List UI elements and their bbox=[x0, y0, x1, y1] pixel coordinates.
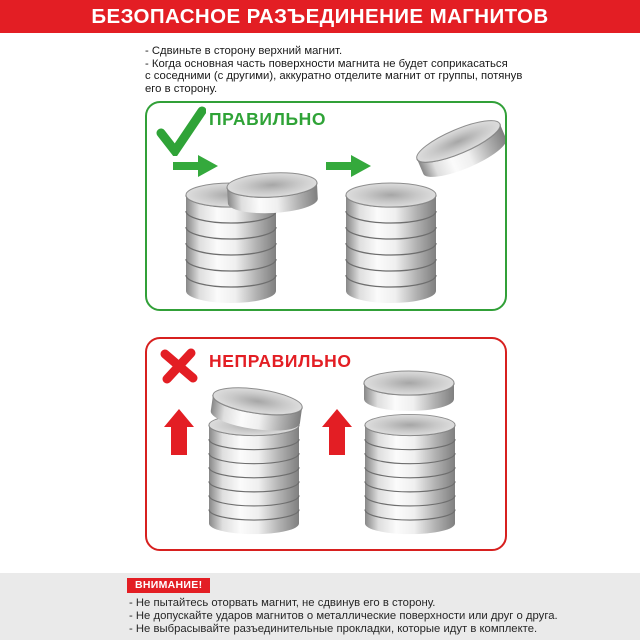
page-title: БЕЗОПАСНОЕ РАЗЪЕДИНЕНИЕ МАГНИТОВ bbox=[91, 4, 549, 28]
incorrect-panel bbox=[145, 337, 507, 551]
magnet-disc-tilted bbox=[412, 113, 505, 185]
magnet-stack bbox=[365, 414, 455, 534]
warning-badge: ВНИМАНИЕ! bbox=[127, 578, 210, 593]
intro-instructions bbox=[145, 45, 565, 96]
correct-panel bbox=[145, 101, 507, 311]
warning-item: - Не допускайте ударов магнитов о металлические поверхности или друг о друга. bbox=[129, 609, 558, 622]
warning-list bbox=[129, 597, 609, 635]
magnet-stack bbox=[346, 183, 436, 303]
arrow-right-icon bbox=[173, 155, 218, 177]
intro-line: - Когда основная часть поверхности магнита не будет соприкасаться bbox=[145, 57, 508, 70]
intro-line: с соседними (с другими), аккуратно отделите магнит от группы, потянув bbox=[145, 70, 523, 83]
intro-line: - Сдвиньте в сторону верхний магнит. bbox=[145, 45, 343, 57]
warning-item: - Не выбрасывайте разъединительные прокладки, которые идут в комплекте. bbox=[129, 622, 538, 635]
arrow-up-icon bbox=[322, 409, 352, 455]
magnet-disc-lifted bbox=[364, 371, 454, 411]
header-banner bbox=[0, 0, 640, 33]
check-icon bbox=[156, 106, 206, 156]
warning-item: - Не пытайтесь оторвать магнит, не сдвинув его в сторону. bbox=[129, 597, 436, 609]
cross-icon bbox=[159, 348, 199, 384]
arrow-right-icon bbox=[326, 155, 371, 177]
incorrect-label: НЕПРАВИЛЬНО bbox=[209, 351, 352, 371]
warning-section bbox=[0, 573, 640, 640]
magnet-disc-slid bbox=[226, 171, 318, 216]
magnet-stack bbox=[209, 414, 299, 534]
arrow-up-icon bbox=[164, 409, 194, 455]
intro-line: его в сторону. bbox=[145, 83, 218, 96]
correct-label: ПРАВИЛЬНО bbox=[209, 109, 327, 129]
